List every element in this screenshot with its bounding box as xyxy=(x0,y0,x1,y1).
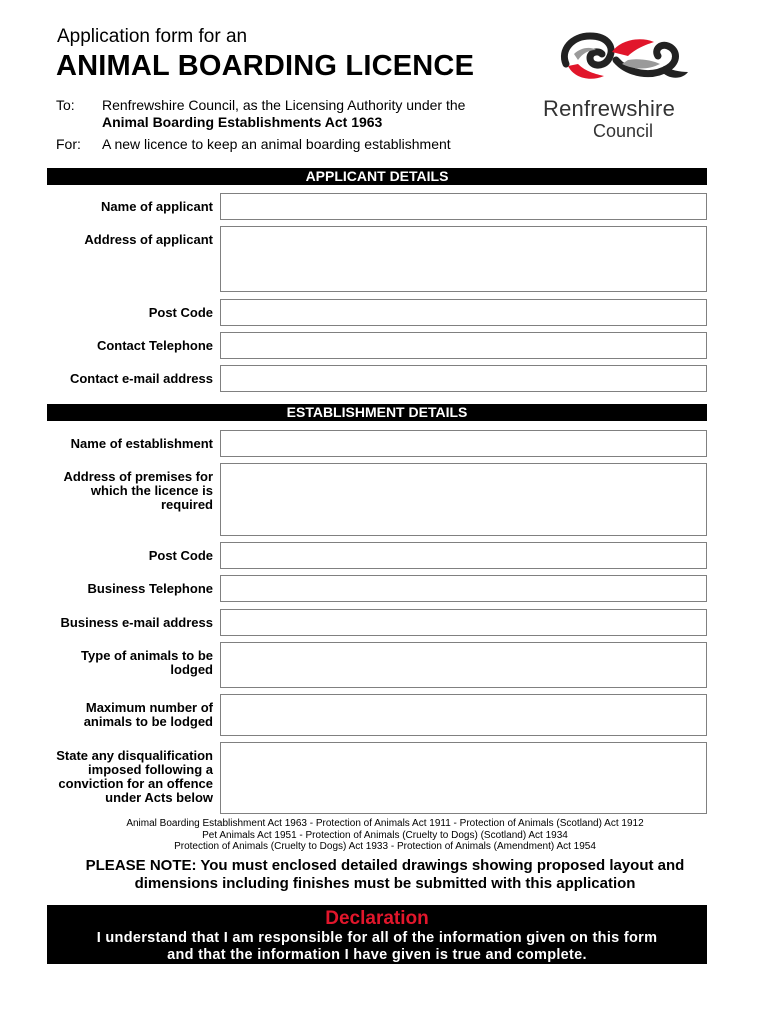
applicant-postcode-label: Post Code xyxy=(148,305,213,320)
establishment-postcode-input[interactable] xyxy=(220,542,707,569)
to-text-line1: Renfrewshire Council, as the Licensing Authority under the xyxy=(102,97,466,113)
applicant-address-input[interactable] xyxy=(220,226,707,292)
form-subtitle: Application form for an xyxy=(57,26,248,47)
council-name: Renfrewshire xyxy=(543,96,676,121)
establishment-name-input[interactable] xyxy=(220,430,707,457)
max-animals-input[interactable] xyxy=(220,694,707,736)
council-logo-icon xyxy=(556,30,696,92)
premises-address-label-line: required xyxy=(160,497,213,512)
please-note-line: PLEASE NOTE: You must enclosed detailed drawings showing proposed layout and xyxy=(85,857,685,874)
establishment-name-label: Name of establishment xyxy=(70,436,213,451)
establishment-section-heading: ESTABLISHMENT DETAILS xyxy=(47,404,707,421)
for-label: For: xyxy=(56,136,81,152)
applicant-section-heading: APPLICANT DETAILS xyxy=(47,168,707,185)
declaration-title: Declaration xyxy=(325,908,429,929)
business-email-input[interactable] xyxy=(220,609,707,636)
premises-address-input[interactable] xyxy=(220,463,707,536)
max-animals-label-line: animals to be lodged xyxy=(83,714,213,729)
acts-line: Animal Boarding Establishment Act 1963 - Protection of Animals Act 1911 - Protection of Animals (Scotland) Act 1912 xyxy=(126,818,644,829)
declaration-line: and that the information I have given is true and complete. xyxy=(167,947,587,963)
disqualification-input[interactable] xyxy=(220,742,707,814)
please-note xyxy=(0,857,770,893)
premises-address-label-line: Address of premises for xyxy=(63,469,213,484)
max-animals-label-line: Maximum number of xyxy=(85,700,213,715)
acts-list xyxy=(0,818,770,853)
animal-type-input[interactable] xyxy=(220,642,707,688)
disqualification-label xyxy=(55,749,213,805)
applicant-email-label: Contact e-mail address xyxy=(69,371,213,386)
business-phone-label: Business Telephone xyxy=(87,581,213,596)
council-logo xyxy=(556,30,696,92)
applicant-address-label: Address of applicant xyxy=(84,232,213,247)
declaration-box xyxy=(47,905,707,964)
premises-address-label xyxy=(55,470,213,512)
max-animals-label xyxy=(55,701,213,729)
animal-type-label-line: Type of animals to be xyxy=(81,648,213,663)
please-note-line: dimensions including finishes must be submitted with this application xyxy=(134,875,636,892)
applicant-name-input[interactable] xyxy=(220,193,707,220)
animal-type-label xyxy=(55,649,213,677)
form-title: ANIMAL BOARDING LICENCE xyxy=(56,50,475,82)
declaration-line: I understand that I am responsible for all of the information given on this form xyxy=(96,930,658,946)
applicant-name-label: Name of applicant xyxy=(101,199,213,214)
for-text: A new licence to keep an animal boarding establishment xyxy=(102,136,451,152)
council-name-suffix: Council xyxy=(593,121,654,141)
to-label: To: xyxy=(56,97,75,113)
acts-line: Pet Animals Act 1951 - Protection of Animals (Cruelty to Dogs) (Scotland) Act 1934 xyxy=(202,829,568,841)
disqualification-label-line: State any disqualification xyxy=(56,748,213,763)
applicant-phone-label: Contact Telephone xyxy=(96,338,213,353)
acts-line: Protection of Animals (Cruelty to Dogs) Act 1933 - Protection of Animals (Amendment) Act 1954 xyxy=(174,841,596,852)
applicant-postcode-input[interactable] xyxy=(220,299,707,326)
establishment-postcode-label: Post Code xyxy=(148,548,213,563)
to-text-line2: Animal Boarding Establishments Act 1963 xyxy=(102,114,383,130)
disqualification-label-line: imposed following a xyxy=(88,762,213,777)
disqualification-label-line: under Acts below xyxy=(105,790,213,805)
applicant-email-input[interactable] xyxy=(220,365,707,392)
business-phone-input[interactable] xyxy=(220,575,707,602)
premises-address-label-line: which the licence is xyxy=(90,483,213,498)
applicant-phone-input[interactable] xyxy=(220,332,707,359)
business-email-label: Business e-mail address xyxy=(60,615,213,630)
animal-type-label-line: lodged xyxy=(170,662,213,677)
disqualification-label-line: conviction for an offence xyxy=(58,776,213,791)
